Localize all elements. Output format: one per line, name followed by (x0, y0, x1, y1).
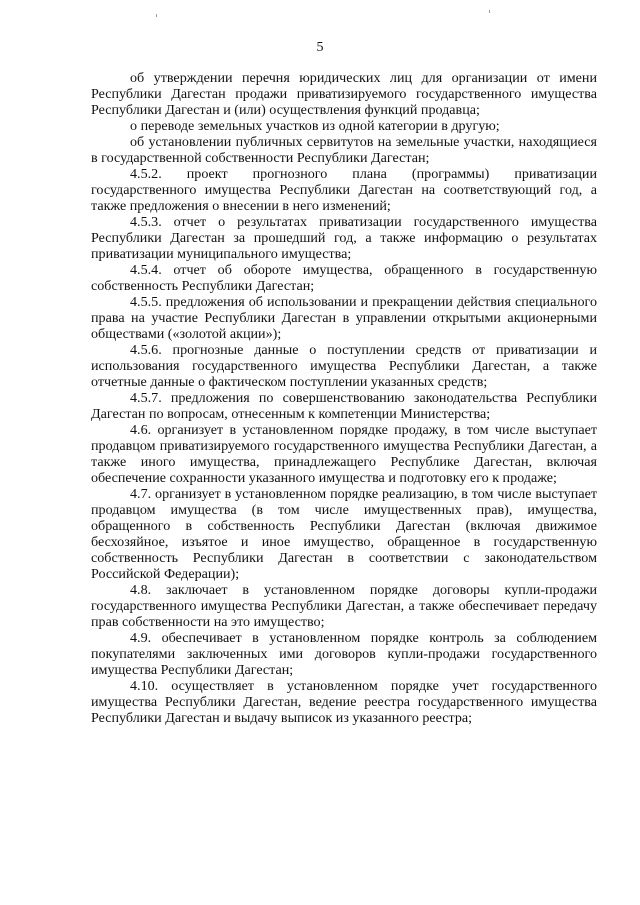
paragraph: об утверждении перечня юридических лиц для организации от имени Республики Дагестан продажи приватизируемого государственного имущества Республики Дагестан и (или) осуществления функций продавца; (91, 70, 597, 118)
paragraph: 4.5.3. отчет о результатах приватизации государственного имущества Республики Дагестан за прошедший год, а также информацию о результатах приватизации муниципального имущества; (91, 214, 597, 262)
paragraph: о переводе земельных участков из одной категории в другую; (130, 118, 500, 134)
paragraph: 4.5.4. отчет об обороте имущества, обращенного в государственную собственность Республики Дагестан; (91, 262, 597, 294)
scan-speck (156, 14, 157, 17)
paragraph: 4.5.6. прогнозные данные о поступлении средств от приватизации и использования государственного имущества Республики Дагестан, а также отчетные данные о фактическом поступлении указанных средств; (91, 342, 597, 390)
document-body (91, 70, 597, 726)
paragraph: 4.5.5. предложения об использовании и прекращении действия специального права на участие Республики Дагестан в управлении открытыми акционерными обществами («золотой акции»); (91, 294, 597, 342)
paragraph: 4.10. осуществляет в установленном порядке учет государственного имущества Республики Дагестан, ведение реестра государственного имущества Республики Дагестан и выдачу выписок из указанного реестра; (91, 678, 597, 726)
paragraph: 4.8. заключает в установленном порядке договоры купли-продажи государственного имущества Республики Дагестан, а также обеспечивает передачу прав собственности на это имущество; (91, 582, 597, 630)
paragraph: об установлении публичных сервитутов на земельные участки, находящиеся в государственной собственности Республики Дагестан; (91, 134, 597, 166)
paragraph: 4.9. обеспечивает в установленном порядке контроль за соблюдением покупателями заключенных ими договоров купли-продажи государственного имущества Республики Дагестан; (91, 630, 597, 678)
paragraph: 4.7. организует в установленном порядке реализацию, в том числе выступает продавцом имущества (в том числе имущественных прав), имущества, обращенного в собственность Республики Дагестан (включая движимое бесхозяйное, изъятое и иное имущество, обращенное в государственную собственность Республики Дагестан в соответствии с законодательством Российской Федерации); (91, 486, 597, 582)
scan-speck (489, 10, 490, 13)
paragraph: 4.5.2. проект прогнозного плана (программы) приватизации государственного имущества Республики Дагестан на соответствующий год, а также предложения о внесении в него изменений; (91, 166, 597, 214)
page-number: 5 (316, 40, 324, 55)
paragraph: 4.5.7. предложения по совершенствованию законодательства Республики Дагестан по вопросам, отнесенным к компетенции Министерства; (91, 390, 597, 422)
paragraph: 4.6. организует в установленном порядке продажу, в том числе выступает продавцом приватизируемого государственного имущества Республики Дагестан, а также иного имущества, принадлежащего Республике Дагестан, включая обеспечение сохранности указанного имущества и подготовку его к продаже; (91, 422, 597, 486)
